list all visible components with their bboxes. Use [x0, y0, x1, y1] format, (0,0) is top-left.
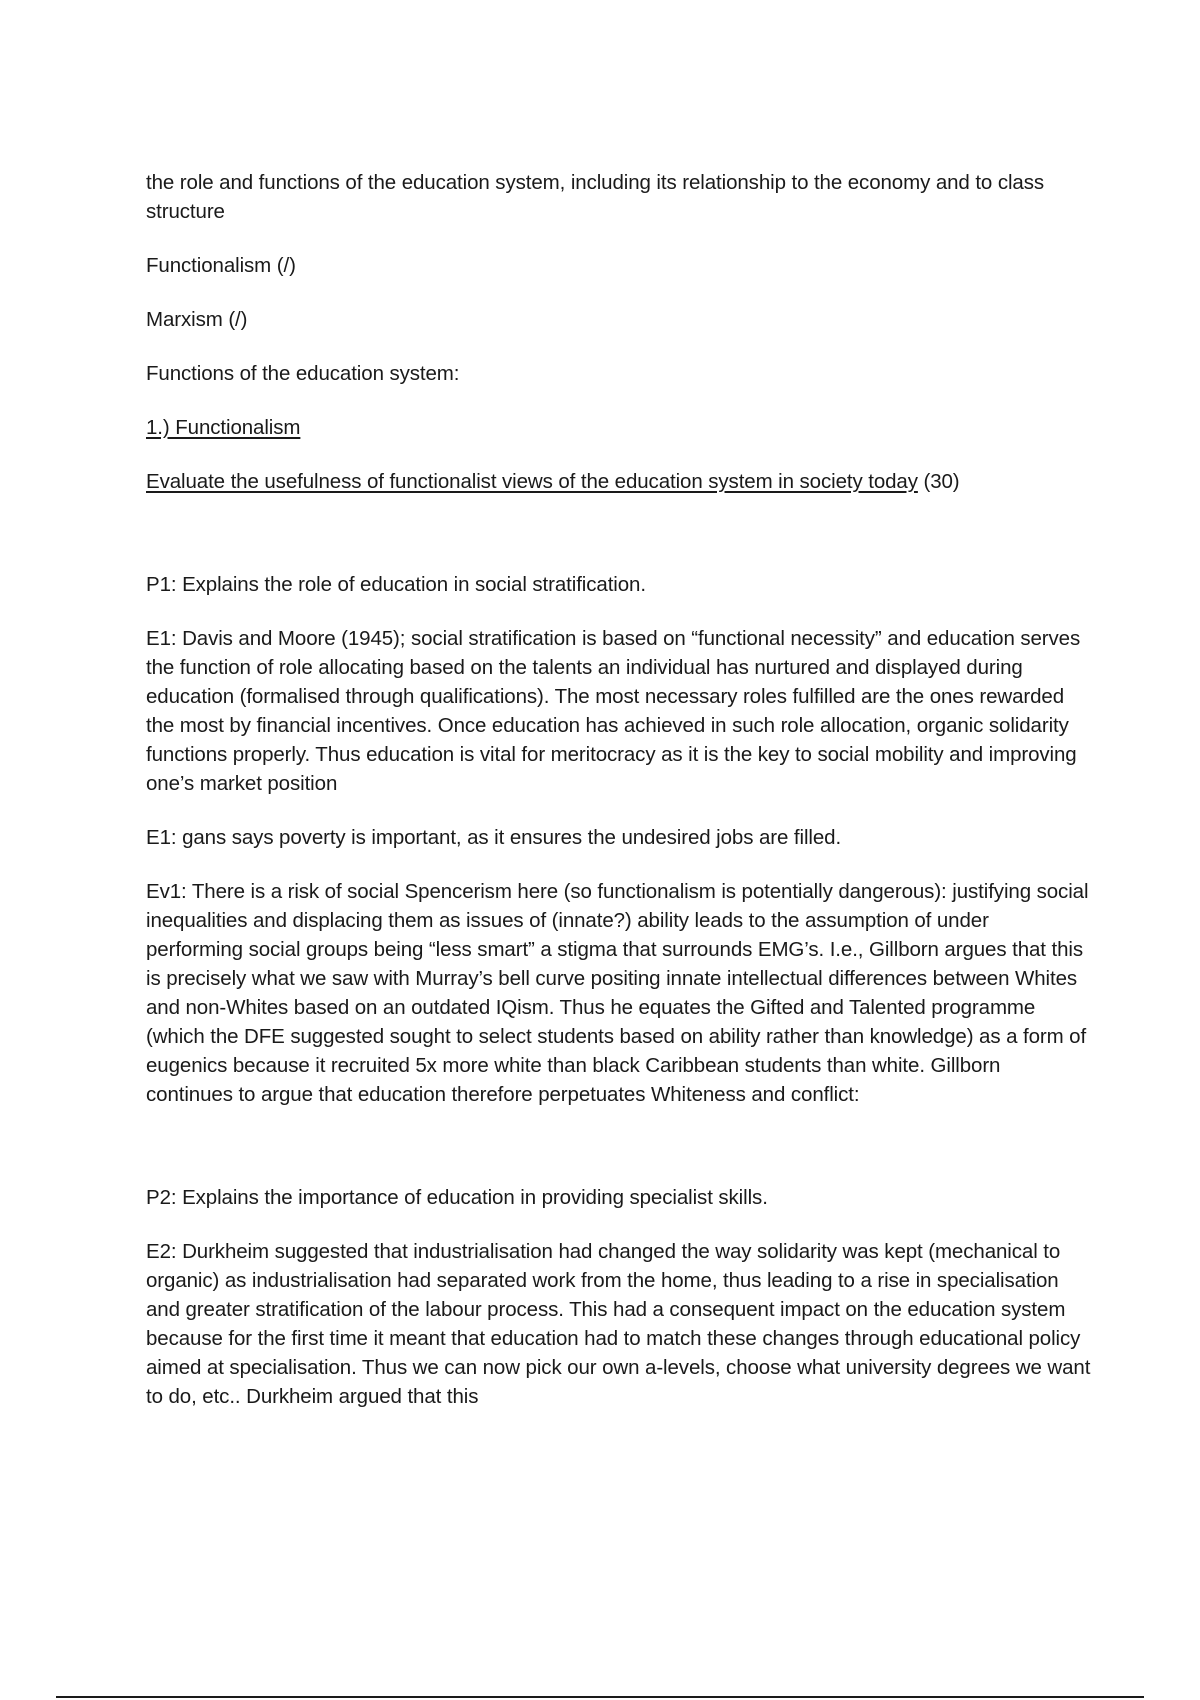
functionalism-check: Functionalism (/)	[146, 254, 296, 277]
spacer	[146, 521, 1091, 570]
point-p1: P1: Explains the role of education in social stratification.	[146, 573, 646, 596]
spacer	[146, 1134, 1091, 1183]
marxism-check: Marxism (/)	[146, 308, 248, 331]
evaluation-ev1: Ev1: There is a risk of social Spencerism here (so functionalism is potentially dangerous): justifying social inequalities and displacing them as issues of (innate?) ability leads to the assumption of under performing social groups being “less smart” a stigma that surrounds EMG’s. I.e., Gillborn argues that this is precisely what we saw with Murray’s bell curve positing innate intellectual differences between Whites and non-Whites based on an outdated IQism. Thus he equates the Gifted and Talented programme (which the DFE suggested sought to select students based on ability rather than knowledge) as a form of eugenics because it recruited 5x more white than black Caribbean students than white. Gillborn continues to argue that education therefore perpetuates Whiteness and conflict:	[146, 880, 1089, 1106]
point-p2: P2: Explains the importance of education in providing specialist skills.	[146, 1186, 768, 1209]
explanation-e1: E1: Davis and Moore (1945); social stratification is based on “functional necessity” and education serves the function of role allocating based on the talents an individual has nurtured and displayed during education (formalised through qualifications). The most necessary roles fulfilled are the ones rewarded the most by financial incentives. Once education has achieved in such role allocation, organic solidarity functions properly. Thus education is vital for meritocracy as it is the key to social mobility and improving one’s market position	[146, 627, 1081, 795]
intro-text: the role and functions of the education system, including its relationship to the economy and to class structure	[146, 171, 1045, 223]
functions-heading: Functions of the education system:	[146, 362, 460, 385]
essay-question-text: Evaluate the usefulness of functionalist views of the education system in society today	[146, 470, 918, 493]
section-heading-text: 1.) Functionalism	[146, 416, 301, 439]
document-page	[146, 168, 1091, 1436]
explanation-e2: E2: Durkheim suggested that industrialisation had changed the way solidarity was kept (mechanical to organic) as industrialisation had separated work from the home, thus leading to a rise in specialisation and greater stratification of the labour process. This had a consequent impact on the education system because for the first time it meant that education had to match these changes through educational policy aimed at specialisation. Thus we can now pick our own a-levels, choose what university degrees we want to do, etc.. Durkheim argued that this	[146, 1240, 1091, 1408]
essay-question-marks: (30)	[917, 470, 960, 493]
explanation-e1-gans: E1: gans says poverty is important, as it ensures the undesired jobs are filled.	[146, 826, 842, 849]
page-bottom-rule	[56, 1696, 1144, 1698]
essay-question	[146, 467, 1091, 496]
section-heading	[146, 413, 1091, 442]
